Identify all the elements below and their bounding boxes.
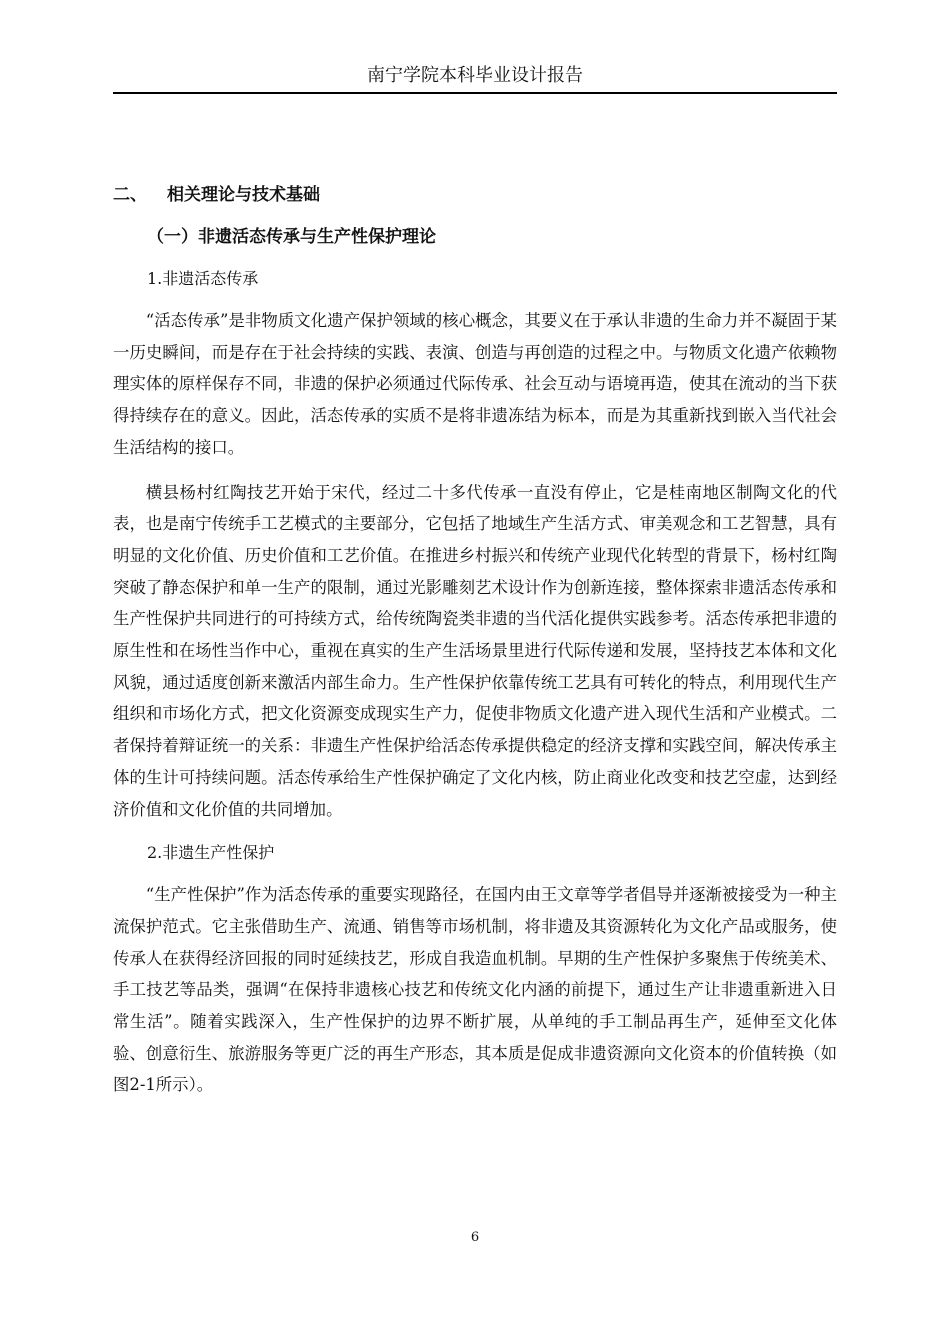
running-header: 南宁学院本科毕业设计报告 (367, 65, 583, 86)
item-heading: 1.非遗活态传承 (147, 269, 259, 288)
body-paragraph: “活态传承”是非物质文化遗产保护领域的核心概念，其要义在于承认非遗的生命力并不凝固于某一历史瞬间，而是存在于社会持续的实践、表演、创造与再创造的过程之中。与物质文化遗产依赖物理实体的原样保存不同，非遗的保护必须通过代际传承、社会互动与语境再造，使其在流动的当下获得持续存在的意义。因此，活态传承的实质不是将非遗冻结为标本，而是为其重新找到嵌入当代社会生活结构的接口。 (113, 311, 837, 457)
body-paragraph: 横县杨村红陶技艺开始于宋代，经过二十多代传承一直没有停止，它是桂南地区制陶文化的代表，也是南宁传统手工艺模式的主要部分，它包括了地域生产生活方式、审美观念和工艺智慧，具有明显的文化价值、历史价值和工艺价值。在推进乡村振兴和传统产业现代化转型的背景下，杨村红陶突破了静态保护和单一生产的限制，通过光影雕刻艺术设计作为创新连接，整体探索非遗活态传承和生产性保护共同进行的可持续方式，给传统陶瓷类非遗的当代活化提供实践参考。活态传承把非遗的原生性和在场性当作中心，重视在真实的生产生活场景里进行代际传递和发展，坚持技艺本体和文化风貌，通过适度创新来激活内部生命力。生产性保护依靠传统工艺具有可转化的特点，利用现代生产组织和市场化方式，把文化资源变成现实生产力，促使非物质文化遗产进入现代生活和产业模式。二者保持着辩证统一的关系：非遗生产性保护给活态传承提供稳定的经济支撑和实践空间，解决传承主体的生计可持续问题。活态传承给生产性保护确定了文化内核，防止商业化改变和技艺空虚，达到经济价值和文化价值的共同增加。 (113, 482, 837, 819)
section-title: 相关理论与技术基础 (167, 185, 320, 205)
section-heading (113, 180, 837, 210)
header-rule (113, 92, 837, 94)
page-body (113, 180, 837, 1114)
page-number: 6 (470, 1230, 480, 1245)
item-heading: 2.非遗生产性保护 (147, 843, 275, 863)
subsection-heading: （一）非遗活态传承与生产性保护理论 (147, 227, 436, 247)
section-number: 二、 (113, 185, 147, 205)
body-paragraph: “生产性保护”作为活态传承的重要实现路径，在国内由王文章等学者倡导并逐渐被接受为一种主流保护范式。它主张借助生产、流通、销售等市场机制，将非遗及其资源转化为文化产品或服务，使传承人在获得经济回报的同时延续技艺，形成自我造血机制。早期的生产性保护多聚焦于传统美术、手工技艺等品类，强调“在保持非遗核心技艺和传统文化内涵的前提下，通过生产让非遗重新进入日常生活”。随着实践深入，生产性保护的边界不断扩展，从单纯的手工制品再生产，延伸至文化体验、创意衍生、旅游服务等更广泛的再生产形态，其本质是促成非遗资源向文化资本的价值转换（如图2-1所示）。 (113, 885, 837, 1095)
